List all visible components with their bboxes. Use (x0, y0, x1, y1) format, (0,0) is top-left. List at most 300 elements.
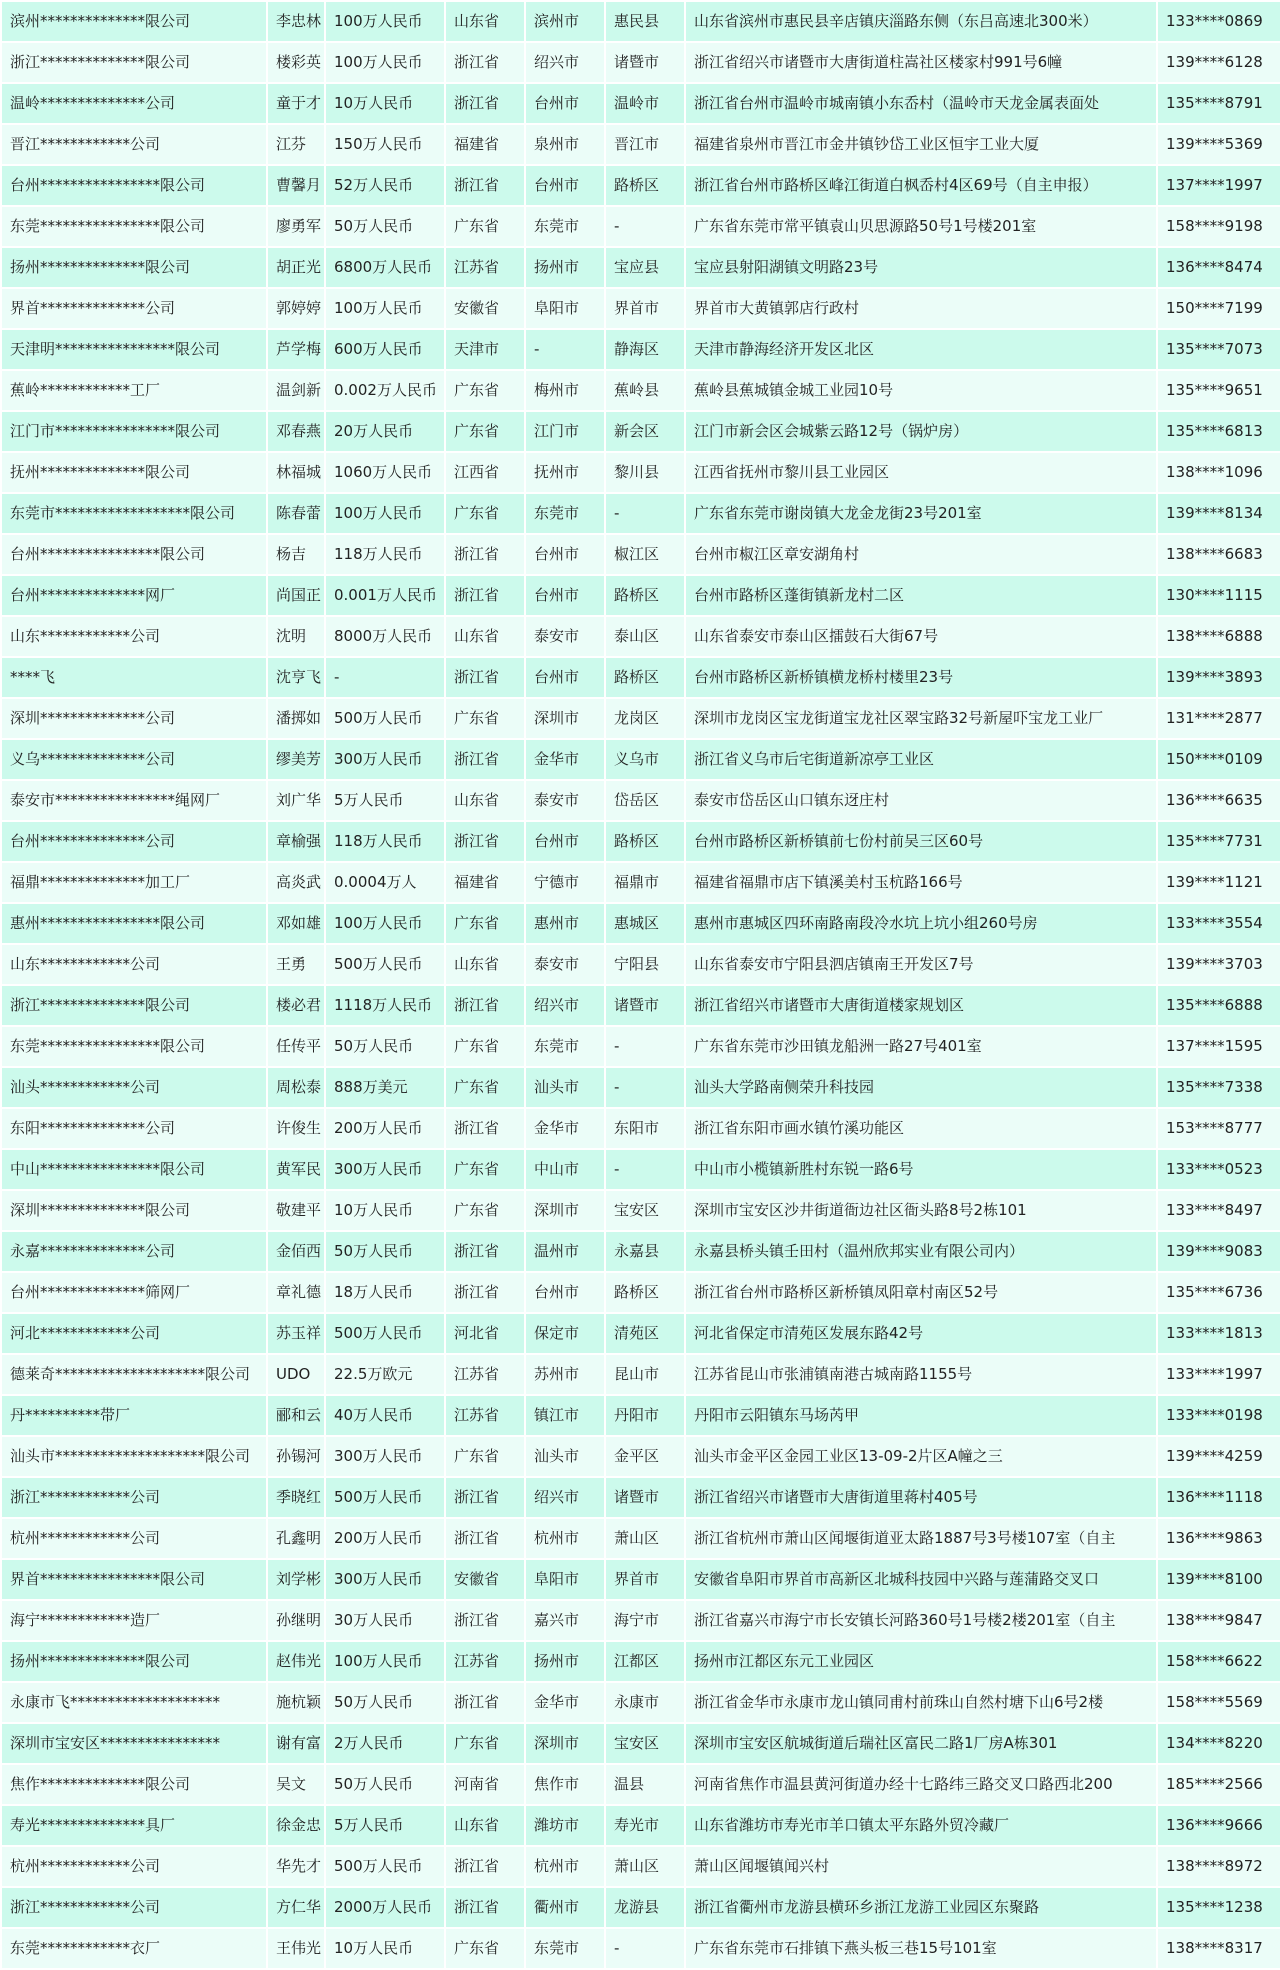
city-cell: 东莞市 (525, 1026, 605, 1067)
phone-cell: 137****1595 (1157, 1026, 1280, 1067)
address-cell: 山东省泰安市宁阳县泗店镇南王开发区7号 (685, 944, 1157, 985)
address-cell: 深圳市宝安区沙井街道衙边社区衙头路8号2栋101 (685, 1190, 1157, 1231)
province-cell: 山东省 (445, 944, 525, 985)
company-name-cell: 深圳**************公司 (1, 698, 267, 739)
phone-cell: 158****5569 (1157, 1682, 1280, 1723)
phone-cell: 135****7073 (1157, 329, 1280, 370)
contact-name-cell: 陈春蕾 (267, 493, 325, 534)
phone-cell: 135****7338 (1157, 1067, 1280, 1108)
address-cell: 蕉岭县蕉城镇金城工业园10号 (685, 370, 1157, 411)
phone-cell: 136****6635 (1157, 780, 1280, 821)
contact-name-cell: 胡正光 (267, 247, 325, 288)
district-cell: 界首市 (605, 288, 685, 329)
province-cell: 浙江省 (445, 1477, 525, 1518)
district-cell: 福鼎市 (605, 862, 685, 903)
table-row (1, 1928, 1280, 1969)
province-cell: 江西省 (445, 452, 525, 493)
phone-cell: 139****8100 (1157, 1559, 1280, 1600)
province-cell: 广东省 (445, 411, 525, 452)
province-cell: 浙江省 (445, 575, 525, 616)
phone-cell: 158****6622 (1157, 1641, 1280, 1682)
company-name-cell: 浙江************公司 (1, 1887, 267, 1928)
province-cell: 江苏省 (445, 1395, 525, 1436)
table-row (1, 1600, 1280, 1641)
table-row (1, 1559, 1280, 1600)
table-row (1, 1354, 1280, 1395)
company-name-cell: 义乌**************公司 (1, 739, 267, 780)
address-cell: 泰安市岱岳区山口镇东迓庄村 (685, 780, 1157, 821)
address-cell: 台州市路桥区新桥镇横龙桥村楼里23号 (685, 657, 1157, 698)
phone-cell: 136****1118 (1157, 1477, 1280, 1518)
city-cell: 惠州市 (525, 903, 605, 944)
company-name-cell: 德莱奇********************限公司 (1, 1354, 267, 1395)
company-name-cell: 永康市飞******************** (1, 1682, 267, 1723)
district-cell: 清苑区 (605, 1313, 685, 1354)
city-cell: 泉州市 (525, 124, 605, 165)
registered-capital-cell: 200万人民币 (325, 1518, 445, 1559)
province-cell: 浙江省 (445, 739, 525, 780)
city-cell: 绍兴市 (525, 42, 605, 83)
province-cell: 山东省 (445, 780, 525, 821)
district-cell: 新会区 (605, 411, 685, 452)
phone-cell: 138****8972 (1157, 1846, 1280, 1887)
registered-capital-cell: 2000万人民币 (325, 1887, 445, 1928)
company-name-cell: 浙江************公司 (1, 1477, 267, 1518)
company-name-cell: 台州**************筛网厂 (1, 1272, 267, 1313)
contact-name-cell: 孙继明 (267, 1600, 325, 1641)
phone-cell: 130****1115 (1157, 575, 1280, 616)
table-body (1, 1, 1280, 1969)
company-name-cell: 东莞****************限公司 (1, 1026, 267, 1067)
province-cell: 浙江省 (445, 1600, 525, 1641)
district-cell: 路桥区 (605, 1272, 685, 1313)
district-cell: 龙岗区 (605, 698, 685, 739)
table-row (1, 1149, 1280, 1190)
city-cell: 台州市 (525, 165, 605, 206)
city-cell: 深圳市 (525, 1190, 605, 1231)
table-row (1, 575, 1280, 616)
company-name-cell: 台州**************网厂 (1, 575, 267, 616)
phone-cell: 134****8220 (1157, 1723, 1280, 1764)
address-cell: 萧山区闻堰镇闻兴村 (685, 1846, 1157, 1887)
phone-cell: 135****7731 (1157, 821, 1280, 862)
city-cell: 泰安市 (525, 780, 605, 821)
registered-capital-cell: 888万美元 (325, 1067, 445, 1108)
city-cell: 温州市 (525, 1231, 605, 1272)
table-row (1, 1190, 1280, 1231)
district-cell: 义乌市 (605, 739, 685, 780)
table-row (1, 247, 1280, 288)
registered-capital-cell: 5万人民币 (325, 780, 445, 821)
address-cell: 扬州市江都区东元工业园区 (685, 1641, 1157, 1682)
contact-name-cell: 王勇 (267, 944, 325, 985)
table-row (1, 821, 1280, 862)
registered-capital-cell: 50万人民币 (325, 206, 445, 247)
table-row (1, 657, 1280, 698)
city-cell: 嘉兴市 (525, 1600, 605, 1641)
province-cell: 山东省 (445, 1, 525, 42)
company-name-cell: 河北************公司 (1, 1313, 267, 1354)
phone-cell: 139****3703 (1157, 944, 1280, 985)
table-row (1, 739, 1280, 780)
company-name-cell: 台州****************限公司 (1, 165, 267, 206)
province-cell: 广东省 (445, 903, 525, 944)
address-cell: 浙江省义乌市后宅街道新凉亭工业区 (685, 739, 1157, 780)
company-name-cell: 惠州****************限公司 (1, 903, 267, 944)
phone-cell: 138****6888 (1157, 616, 1280, 657)
province-cell: 安徽省 (445, 1559, 525, 1600)
contact-name-cell: 章礼德 (267, 1272, 325, 1313)
company-name-cell: 浙江**************限公司 (1, 985, 267, 1026)
province-cell: 浙江省 (445, 985, 525, 1026)
registered-capital-cell: 100万人民币 (325, 288, 445, 329)
registered-capital-cell: 22.5万欧元 (325, 1354, 445, 1395)
contact-name-cell: 邓春燕 (267, 411, 325, 452)
address-cell: 深圳市龙岗区宝龙街道宝龙社区翠宝路32号新屋吓宝龙工业厂 (685, 698, 1157, 739)
phone-cell: 138****8317 (1157, 1928, 1280, 1969)
district-cell: 惠民县 (605, 1, 685, 42)
city-cell: 扬州市 (525, 247, 605, 288)
company-name-cell: 汕头市********************限公司 (1, 1436, 267, 1477)
city-cell: 深圳市 (525, 698, 605, 739)
company-name-cell: 深圳市宝安区**************** (1, 1723, 267, 1764)
phone-cell: 131****2877 (1157, 698, 1280, 739)
contact-name-cell: 任传平 (267, 1026, 325, 1067)
city-cell: 东莞市 (525, 493, 605, 534)
city-cell: 保定市 (525, 1313, 605, 1354)
province-cell: 江苏省 (445, 1354, 525, 1395)
contact-name-cell: 童于才 (267, 83, 325, 124)
province-cell: 浙江省 (445, 1108, 525, 1149)
city-cell: 台州市 (525, 575, 605, 616)
district-cell: 泰山区 (605, 616, 685, 657)
city-cell: 阜阳市 (525, 288, 605, 329)
table-row (1, 1026, 1280, 1067)
city-cell: 抚州市 (525, 452, 605, 493)
district-cell: 路桥区 (605, 821, 685, 862)
company-name-cell: 山东************公司 (1, 944, 267, 985)
table-row (1, 288, 1280, 329)
contact-name-cell: 沈明 (267, 616, 325, 657)
address-cell: 福建省福鼎市店下镇溪美村玉杭路166号 (685, 862, 1157, 903)
contact-name-cell: 楼必君 (267, 985, 325, 1026)
contact-name-cell: 章榆强 (267, 821, 325, 862)
province-cell: 广东省 (445, 206, 525, 247)
contact-name-cell: 季晓红 (267, 1477, 325, 1518)
address-cell: 浙江省嘉兴市海宁市长安镇长河路360号1号楼2楼201室（自主 (685, 1600, 1157, 1641)
table-row (1, 780, 1280, 821)
city-cell: 梅州市 (525, 370, 605, 411)
address-cell: 广东省东莞市石排镇下燕头板三巷15号101室 (685, 1928, 1157, 1969)
company-name-cell: 福鼎**************加工厂 (1, 862, 267, 903)
city-cell: 东莞市 (525, 1928, 605, 1969)
table-row (1, 1682, 1280, 1723)
district-cell: 诸暨市 (605, 1477, 685, 1518)
company-name-cell: 丹**********带厂 (1, 1395, 267, 1436)
registered-capital-cell: 1118万人民币 (325, 985, 445, 1026)
city-cell: 汕头市 (525, 1436, 605, 1477)
company-name-cell: 台州****************限公司 (1, 534, 267, 575)
address-cell: 山东省泰安市泰山区擂鼓石大街67号 (685, 616, 1157, 657)
province-cell: 广东省 (445, 370, 525, 411)
phone-cell: 135****1238 (1157, 1887, 1280, 1928)
registered-capital-cell: 300万人民币 (325, 1436, 445, 1477)
address-cell: 台州市椒江区章安湖角村 (685, 534, 1157, 575)
table-row (1, 1436, 1280, 1477)
table-row (1, 698, 1280, 739)
company-name-cell: 温岭**************公司 (1, 83, 267, 124)
address-cell: 中山市小榄镇新胜村东锐一路6号 (685, 1149, 1157, 1190)
address-cell: 河北省保定市清苑区发展东路42号 (685, 1313, 1157, 1354)
company-name-cell: 抚州**************限公司 (1, 452, 267, 493)
district-cell: 宝安区 (605, 1190, 685, 1231)
registered-capital-cell: 18万人民币 (325, 1272, 445, 1313)
city-cell: 东莞市 (525, 206, 605, 247)
contact-name-cell: 楼彩英 (267, 42, 325, 83)
province-cell: 浙江省 (445, 1846, 525, 1887)
address-cell: 浙江省绍兴市诸暨市大唐街道里蒋村405号 (685, 1477, 1157, 1518)
table-row (1, 1231, 1280, 1272)
province-cell: 广东省 (445, 698, 525, 739)
contact-name-cell: 江芬 (267, 124, 325, 165)
district-cell: 岱岳区 (605, 780, 685, 821)
table-row (1, 1764, 1280, 1805)
registered-capital-cell: 500万人民币 (325, 1477, 445, 1518)
company-name-cell: 中山****************限公司 (1, 1149, 267, 1190)
table-row (1, 1887, 1280, 1928)
registered-capital-cell: 100万人民币 (325, 1641, 445, 1682)
district-cell: 诸暨市 (605, 985, 685, 1026)
address-cell: 福建省泉州市晋江市金井镇钞岱工业区恒宇工业大厦 (685, 124, 1157, 165)
phone-cell: 133****1997 (1157, 1354, 1280, 1395)
contact-name-cell: 潘掷如 (267, 698, 325, 739)
contact-name-cell: UDO (267, 1354, 325, 1395)
city-cell: 台州市 (525, 1272, 605, 1313)
contact-name-cell: 杨吉 (267, 534, 325, 575)
contact-name-cell: 尚国正 (267, 575, 325, 616)
registered-capital-cell: 5万人民币 (325, 1805, 445, 1846)
address-cell: 惠州市惠城区四环南路南段冷水坑上坑小组260号房 (685, 903, 1157, 944)
address-cell: 浙江省衢州市龙游县横环乡浙江龙游工业园区东聚路 (685, 1887, 1157, 1928)
province-cell: 江苏省 (445, 1641, 525, 1682)
district-cell: 蕉岭县 (605, 370, 685, 411)
registered-capital-cell: 10万人民币 (325, 1190, 445, 1231)
registered-capital-cell: 100万人民币 (325, 1, 445, 42)
city-cell: 镇江市 (525, 1395, 605, 1436)
table-row (1, 83, 1280, 124)
table-row (1, 411, 1280, 452)
phone-cell: 138****9847 (1157, 1600, 1280, 1641)
city-cell: 杭州市 (525, 1846, 605, 1887)
table-row (1, 862, 1280, 903)
registered-capital-cell: 30万人民币 (325, 1600, 445, 1641)
contact-name-cell: 孙锡河 (267, 1436, 325, 1477)
registered-capital-cell: 100万人民币 (325, 903, 445, 944)
phone-cell: 185****2566 (1157, 1764, 1280, 1805)
registered-capital-cell: 100万人民币 (325, 42, 445, 83)
province-cell: 河南省 (445, 1764, 525, 1805)
province-cell: 浙江省 (445, 1518, 525, 1559)
table-row (1, 616, 1280, 657)
address-cell: 浙江省杭州市萧山区闻堰街道亚太路1887号3号楼107室（自主 (685, 1518, 1157, 1559)
province-cell: 浙江省 (445, 1231, 525, 1272)
table-row (1, 1723, 1280, 1764)
district-cell: 晋江市 (605, 124, 685, 165)
city-cell: 杭州市 (525, 1518, 605, 1559)
company-name-cell: 焦作**************限公司 (1, 1764, 267, 1805)
company-name-cell: 泰安市****************绳网厂 (1, 780, 267, 821)
contact-name-cell: 曹馨月 (267, 165, 325, 206)
contact-name-cell: 廖勇军 (267, 206, 325, 247)
phone-cell: 139****5369 (1157, 124, 1280, 165)
table-row (1, 903, 1280, 944)
city-cell: 泰安市 (525, 616, 605, 657)
registered-capital-cell: 2万人民币 (325, 1723, 445, 1764)
company-name-cell: 东莞****************限公司 (1, 206, 267, 247)
phone-cell: 138****6683 (1157, 534, 1280, 575)
company-name-cell: 滨州**************限公司 (1, 1, 267, 42)
registered-capital-cell: 0.0004万人 (325, 862, 445, 903)
contact-name-cell: 赵伟光 (267, 1641, 325, 1682)
province-cell: 山东省 (445, 1805, 525, 1846)
contact-name-cell: 刘学彬 (267, 1559, 325, 1600)
province-cell: 安徽省 (445, 288, 525, 329)
company-name-cell: 杭州************公司 (1, 1846, 267, 1887)
table-row (1, 1518, 1280, 1559)
province-cell: 广东省 (445, 1928, 525, 1969)
contact-name-cell: 方仁华 (267, 1887, 325, 1928)
province-cell: 浙江省 (445, 657, 525, 698)
phone-cell: 139****3893 (1157, 657, 1280, 698)
table-row (1, 124, 1280, 165)
registered-capital-cell: 10万人民币 (325, 1928, 445, 1969)
address-cell: 浙江省绍兴市诸暨市大唐街道楼家规划区 (685, 985, 1157, 1026)
contact-name-cell: 周松泰 (267, 1067, 325, 1108)
contact-name-cell: 郦和云 (267, 1395, 325, 1436)
registered-capital-cell: 100万人民币 (325, 493, 445, 534)
company-name-cell: 晋江************公司 (1, 124, 267, 165)
phone-cell: 139****8134 (1157, 493, 1280, 534)
contact-name-cell: 孔鑫明 (267, 1518, 325, 1559)
registered-capital-cell: 1060万人民币 (325, 452, 445, 493)
phone-cell: 135****8791 (1157, 83, 1280, 124)
district-cell: - (605, 1026, 685, 1067)
district-cell: 江都区 (605, 1641, 685, 1682)
registered-capital-cell: 300万人民币 (325, 1559, 445, 1600)
contact-name-cell: 沈亨飞 (267, 657, 325, 698)
contact-name-cell: 敬建平 (267, 1190, 325, 1231)
city-cell: 苏州市 (525, 1354, 605, 1395)
registered-capital-cell: 500万人民币 (325, 698, 445, 739)
table-row (1, 165, 1280, 206)
table-row (1, 1067, 1280, 1108)
phone-cell: 139****1121 (1157, 862, 1280, 903)
table-row (1, 1477, 1280, 1518)
city-cell: 金华市 (525, 1682, 605, 1723)
address-cell: 江门市新会区会城紫云路12号（锅炉房） (685, 411, 1157, 452)
address-cell: 界首市大黄镇郭店行政村 (685, 288, 1157, 329)
company-name-cell: 台州**************公司 (1, 821, 267, 862)
province-cell: 浙江省 (445, 165, 525, 206)
district-cell: 界首市 (605, 1559, 685, 1600)
phone-cell: 133****0869 (1157, 1, 1280, 42)
city-cell: 江门市 (525, 411, 605, 452)
company-name-cell: 东莞************衣厂 (1, 1928, 267, 1969)
phone-cell: 136****9863 (1157, 1518, 1280, 1559)
table-row (1, 452, 1280, 493)
address-cell: 安徽省阜阳市界首市高新区北城科技园中兴路与莲蒲路交叉口 (685, 1559, 1157, 1600)
phone-cell: 139****4259 (1157, 1436, 1280, 1477)
registered-capital-cell: 600万人民币 (325, 329, 445, 370)
address-cell: 宝应县射阳湖镇文明路23号 (685, 247, 1157, 288)
registered-capital-cell: 300万人民币 (325, 739, 445, 780)
registered-capital-cell: 10万人民币 (325, 83, 445, 124)
city-cell: 扬州市 (525, 1641, 605, 1682)
city-cell: 深圳市 (525, 1723, 605, 1764)
province-cell: 浙江省 (445, 821, 525, 862)
district-cell: 诸暨市 (605, 42, 685, 83)
table-row (1, 1641, 1280, 1682)
company-name-cell: ****飞 (1, 657, 267, 698)
registered-capital-cell: - (325, 657, 445, 698)
registered-capital-cell: 50万人民币 (325, 1682, 445, 1723)
district-cell: 永康市 (605, 1682, 685, 1723)
phone-cell: 133****3554 (1157, 903, 1280, 944)
address-cell: 深圳市宝安区航城街道后瑞社区富民二路1厂房A栋301 (685, 1723, 1157, 1764)
table-row (1, 370, 1280, 411)
province-cell: 福建省 (445, 862, 525, 903)
district-cell: 宁阳县 (605, 944, 685, 985)
city-cell: 绍兴市 (525, 985, 605, 1026)
city-cell: 阜阳市 (525, 1559, 605, 1600)
district-cell: 宝应县 (605, 247, 685, 288)
contact-name-cell: 华先才 (267, 1846, 325, 1887)
province-cell: 广东省 (445, 1190, 525, 1231)
phone-cell: 138****1096 (1157, 452, 1280, 493)
province-cell: 浙江省 (445, 1682, 525, 1723)
registered-capital-cell: 0.001万人民币 (325, 575, 445, 616)
company-name-cell: 寿光**************具厂 (1, 1805, 267, 1846)
registered-capital-cell: 20万人民币 (325, 411, 445, 452)
registered-capital-cell: 500万人民币 (325, 944, 445, 985)
district-cell: 宝安区 (605, 1723, 685, 1764)
address-cell: 丹阳市云阳镇东马场芮甲 (685, 1395, 1157, 1436)
district-cell: 丹阳市 (605, 1395, 685, 1436)
province-cell: 广东省 (445, 1723, 525, 1764)
district-cell: 路桥区 (605, 575, 685, 616)
city-cell: 滨州市 (525, 1, 605, 42)
contact-name-cell: 高炎武 (267, 862, 325, 903)
address-cell: 浙江省台州市路桥区新桥镇凤阳章村南区52号 (685, 1272, 1157, 1313)
phone-cell: 136****9666 (1157, 1805, 1280, 1846)
city-cell: 汕头市 (525, 1067, 605, 1108)
contact-name-cell: 芦学梅 (267, 329, 325, 370)
company-name-cell: 扬州**************限公司 (1, 247, 267, 288)
contact-name-cell: 苏玉祥 (267, 1313, 325, 1354)
city-cell: 衢州市 (525, 1887, 605, 1928)
registered-capital-cell: 118万人民币 (325, 534, 445, 575)
address-cell: 山东省潍坊市寿光市羊口镇太平东路外贸冷藏厂 (685, 1805, 1157, 1846)
table-row (1, 42, 1280, 83)
contact-name-cell: 许俊生 (267, 1108, 325, 1149)
phone-cell: 150****7199 (1157, 288, 1280, 329)
district-cell: - (605, 1928, 685, 1969)
city-cell: 金华市 (525, 1108, 605, 1149)
city-cell: 绍兴市 (525, 1477, 605, 1518)
company-name-cell: 天津明****************限公司 (1, 329, 267, 370)
district-cell: - (605, 206, 685, 247)
contact-name-cell: 谢有富 (267, 1723, 325, 1764)
